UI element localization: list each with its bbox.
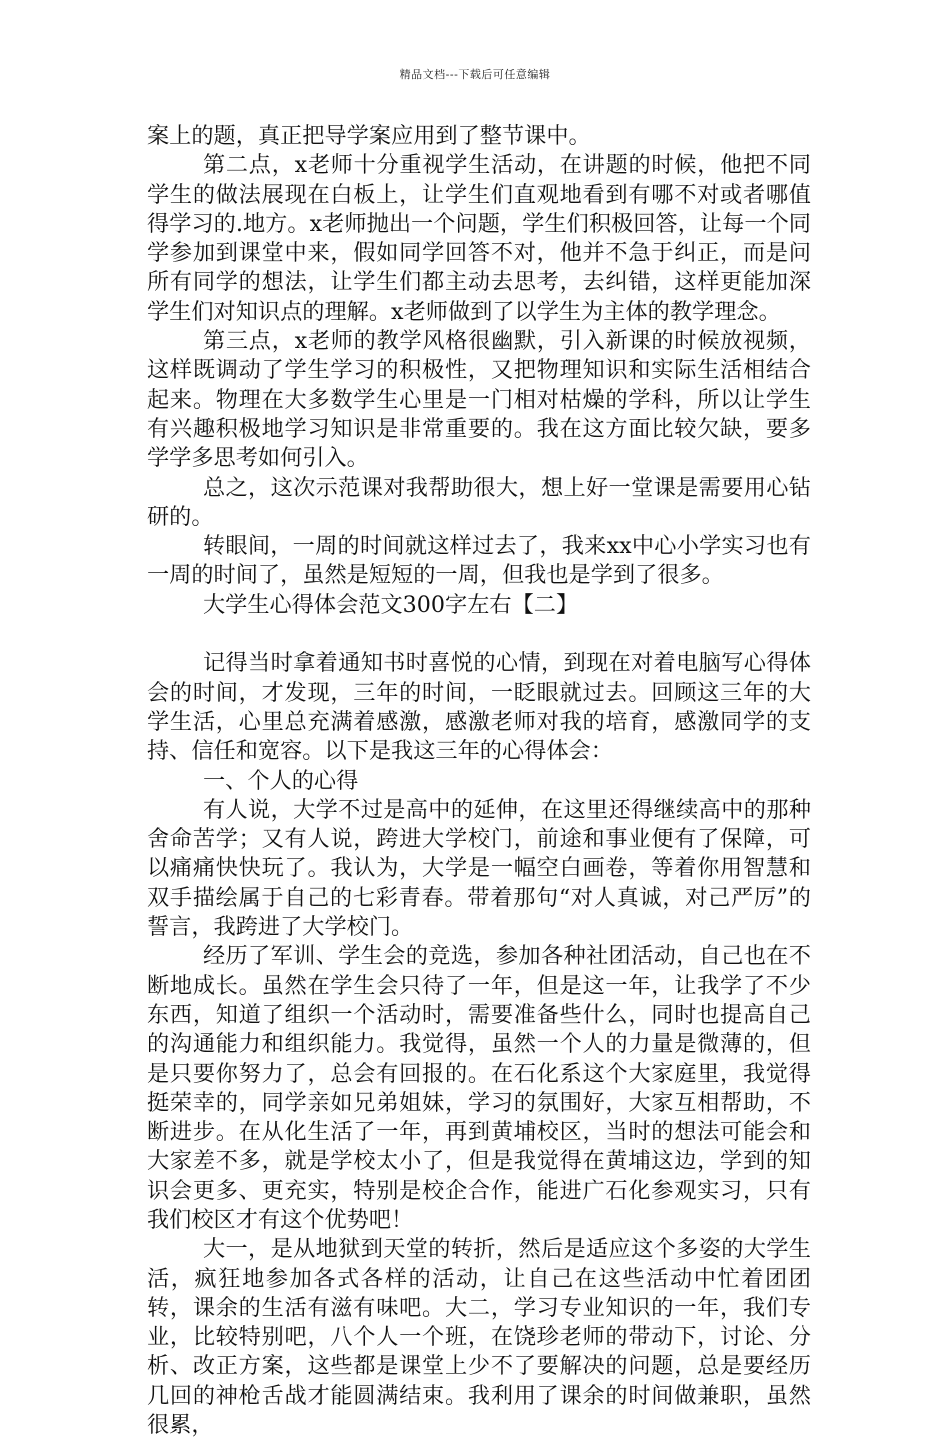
paragraph-experience: 经历了军训、学生会的竞选，参加各种社团活动，自己也在不断地成长。虽然在学生会只待了一年，但是这一年，让我学了不少东西，知道了组织一个活动时，需要准备些什么，同时也提高自己的沟通能力和组织能力。我觉得，虽然一个人的力量是微薄的，但是只要你努力了，总会有回报的。在石化系这个大家庭里，我觉得挺荣幸的，同学亲如兄弟姐妹，学习的氛围好，大家互相帮助，不断进步。在从化生活了一年，再到黄埔校区，当时的想法可能会和大家差不多，就是学校太小了，但是我觉得在黄埔这边，学到的知识会更多、更充实，特别是校企合作，能进广石化参观实习，只有我们校区才有这个优势吧！ [147,943,811,1233]
paragraph-one-week: 转眼间，一周的时间就这样过去了，我来xx中心小学实习也有一周的时间了，虽然是短短的一周，但我也是学到了很多。 [147,533,811,589]
subheading-personal: 一、个人的心得 [203,767,359,794]
paragraph-years: 大一，是从地狱到天堂的转折，然后是适应这个多姿的大学生活，疯狂地参加各式各样的活动，让自己在这些活动中忙着团团转，课余的生活有滋有味吧。大二，学习专业知识的一年，我们专业，比较特别吧，八个人一个班，在饶珍老师的带动下，讨论、分析、改正方案，这些都是课堂上少不了要解决的问题，总是要经历几回的神枪舌战才能圆满结束。我利用了课余的时间做兼职，虽然很累， [147,1236,811,1439]
paragraph-university-view: 有人说，大学不过是高中的延伸，在这里还得继续高中的那种舍命苦学；又有人说，跨进大学校门，前途和事业便有了保障，可以痛痛快快玩了。我认为，大学是一幅空白画卷，等着你用智慧和双手描绘属于自己的七彩青春。带着那句“对人真诚，对己严厉”的誓言，我跨进了大学校门。 [147,796,811,941]
document-body [147,122,811,1440]
paragraph-point-two: 第二点，x老师十分重视学生活动，在讲题的时候，他把不同学生的做法展现在白板上，让学生们直观地看到有哪不对或者哪值得学习的.地方。x老师抛出一个问题，学生们积极回答，让每一个同学参加到课堂中来，假如同学回答不对，他并不急于纠正，而是问所有同学的想法，让学生们都主动去思考，去纠错，这样更能加深学生们对知识点的理解。x老师做到了以学生为主体的教学理念。 [147,152,811,325]
paragraph-point-three: 第三点，x老师的教学风格很幽默，引入新课的时候放视频，这样既调动了学生学习的积极性，又把物理知识和实际生活相结合起来。物理在大多数学生心里是一门相对枯燥的学科，所以让学生有兴趣积极地学习知识是非常重要的。我在这方面比较欠缺，要多学学多思考如何引入。 [147,328,811,472]
paragraph-continuation: 案上的题，真正把导学案应用到了整节课中。 [147,123,591,149]
section-heading: 大学生心得体会范文300字左右【二】 [203,591,579,618]
page-header: 精品文档---下载后可任意编辑 [399,68,551,81]
paragraph-intro: 记得当时拿着通知书时喜悦的心情，到现在对着电脑写心得体会的时间，才发现，三年的时间，一眨眼就过去。回顾这三年的大学生活，心里总充满着感激，感激老师对我的培育，感激同学的支持、信任和宽容。以下是我这三年的心得体会： [147,650,811,765]
blank-line [147,620,811,649]
paragraph-summary: 总之，这次示范课对我帮助很大，想上好一堂课是需要用心钻研的。 [147,474,811,530]
